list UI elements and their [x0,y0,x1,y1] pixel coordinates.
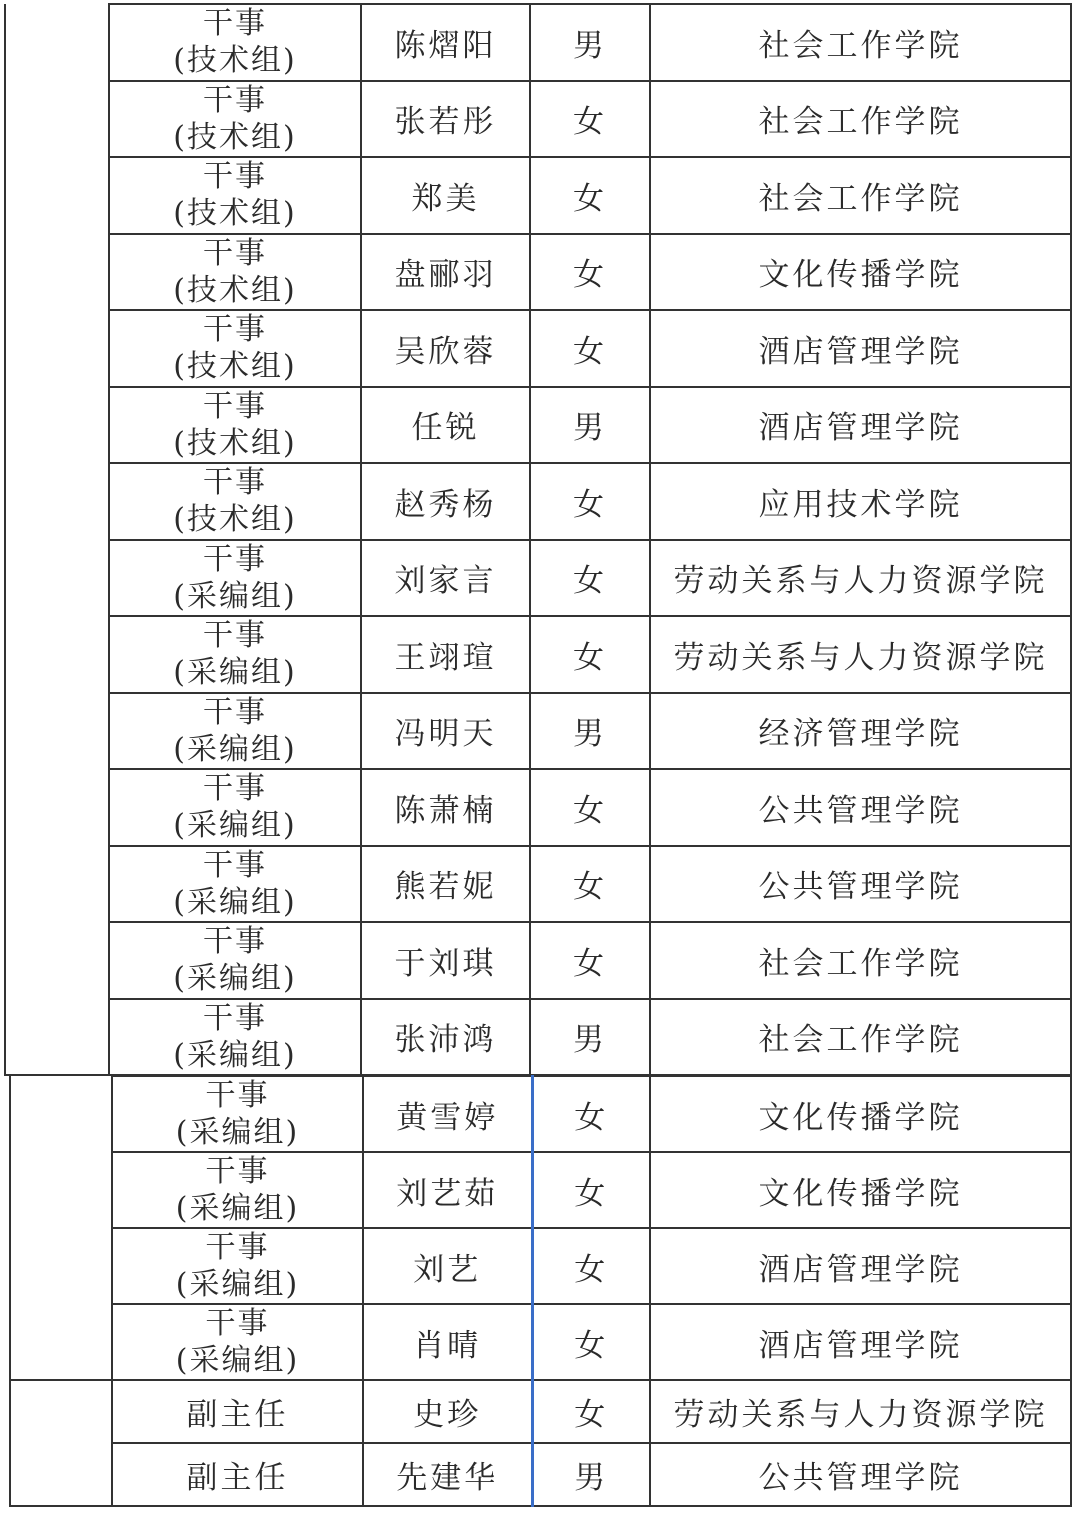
table-row [5,616,1071,693]
gender-cell: 女 [530,540,650,617]
role-cell: 副主任 [112,1443,363,1506]
name-cell: 赵秀杨 [361,463,530,540]
name-cell: 于刘琪 [361,922,530,999]
table-row [5,999,1071,1076]
name-cell: 盘郦羽 [361,234,530,311]
table-row [5,693,1071,770]
role-cell: 干事 (技术组) [109,387,361,464]
role-cell: 干事 (技术组) [109,463,361,540]
blank-department-cell [10,1380,112,1506]
table-row [5,157,1071,234]
gender-cell: 男 [530,693,650,770]
college-cell: 文化传播学院 [650,1152,1071,1228]
name-cell: 郑美 [361,157,530,234]
member-table-lower [9,1075,1072,1507]
role-cell: 干事 (采编组) [109,999,361,1076]
role-cell: 干事 (采编组) [109,540,361,617]
name-cell: 王翊瑄 [361,616,530,693]
gender-cell: 女 [530,81,650,158]
gender-cell: 女 [530,769,650,846]
name-cell: 熊若妮 [361,846,530,923]
college-cell: 酒店管理学院 [650,387,1071,464]
role-cell: 干事 (技术组) [109,157,361,234]
name-cell: 吴欣蓉 [361,310,530,387]
gender-cell: 女 [532,1152,650,1228]
college-cell: 劳动关系与人力资源学院 [650,1380,1071,1443]
gender-cell: 女 [532,1228,650,1304]
college-cell: 酒店管理学院 [650,310,1071,387]
college-cell: 经济管理学院 [650,693,1071,770]
college-cell: 劳动关系与人力资源学院 [650,540,1071,617]
table-row [5,387,1071,464]
table-row [5,81,1071,158]
table-row [10,1228,1071,1304]
gender-cell: 男 [530,4,650,81]
college-cell: 酒店管理学院 [650,1228,1071,1304]
gender-cell: 女 [530,463,650,540]
gender-cell: 女 [530,846,650,923]
role-cell: 副主任 [112,1380,363,1443]
blank-department-cell [5,4,109,1075]
table-row [5,540,1071,617]
role-cell: 干事 (采编组) [109,922,361,999]
table-row [10,1443,1071,1506]
role-cell: 干事 (采编组) [109,616,361,693]
table-row [10,1076,1071,1152]
college-cell: 酒店管理学院 [650,1304,1071,1380]
college-cell: 应用技术学院 [650,463,1071,540]
role-cell: 干事 (采编组) [112,1304,363,1380]
college-cell: 文化传播学院 [650,234,1071,311]
name-cell: 冯明天 [361,693,530,770]
role-cell: 干事 (技术组) [109,310,361,387]
table-row [5,769,1071,846]
member-table-upper [4,3,1072,1076]
gender-cell: 女 [532,1304,650,1380]
college-cell: 社会工作学院 [650,999,1071,1076]
gender-cell: 男 [530,999,650,1076]
college-cell: 社会工作学院 [650,81,1071,158]
table-row [5,922,1071,999]
gender-cell: 男 [532,1443,650,1506]
name-cell: 刘家言 [361,540,530,617]
college-cell: 文化传播学院 [650,1076,1071,1152]
gender-cell: 女 [532,1380,650,1443]
table-row [10,1152,1071,1228]
table-row [5,4,1071,81]
table-row [5,234,1071,311]
name-cell: 先建华 [363,1443,532,1506]
college-cell: 公共管理学院 [650,769,1071,846]
role-cell: 干事 (采编组) [112,1152,363,1228]
name-cell: 史珍 [363,1380,532,1443]
name-cell: 刘艺茹 [363,1152,532,1228]
college-cell: 社会工作学院 [650,4,1071,81]
table-row [10,1304,1071,1380]
gender-cell: 女 [530,234,650,311]
gender-cell: 女 [530,616,650,693]
name-cell: 张沛鸿 [361,999,530,1076]
college-cell: 公共管理学院 [650,1443,1071,1506]
gender-cell: 男 [530,387,650,464]
college-cell: 社会工作学院 [650,157,1071,234]
name-cell: 肖晴 [363,1304,532,1380]
name-cell: 张若彤 [361,81,530,158]
college-cell: 社会工作学院 [650,922,1071,999]
role-cell: 干事 (采编组) [109,846,361,923]
role-cell: 干事 (技术组) [109,4,361,81]
role-cell: 干事 (技术组) [109,81,361,158]
college-cell: 公共管理学院 [650,846,1071,923]
role-cell: 干事 (采编组) [112,1228,363,1304]
gender-cell: 女 [530,922,650,999]
role-cell: 干事 (技术组) [109,234,361,311]
name-cell: 黄雪婷 [363,1076,532,1152]
role-cell: 干事 (采编组) [112,1076,363,1152]
gender-cell: 女 [530,157,650,234]
table-row [5,310,1071,387]
gender-cell: 女 [530,310,650,387]
name-cell: 任锐 [361,387,530,464]
name-cell: 陈萧楠 [361,769,530,846]
table-row [10,1380,1071,1443]
gender-cell: 女 [532,1076,650,1152]
name-cell: 陈熠阳 [361,4,530,81]
blank-department-cell [10,1076,112,1380]
name-cell: 刘艺 [363,1228,532,1304]
role-cell: 干事 (采编组) [109,769,361,846]
table-row [5,463,1071,540]
role-cell: 干事 (采编组) [109,693,361,770]
table-row [5,846,1071,923]
college-cell: 劳动关系与人力资源学院 [650,616,1071,693]
